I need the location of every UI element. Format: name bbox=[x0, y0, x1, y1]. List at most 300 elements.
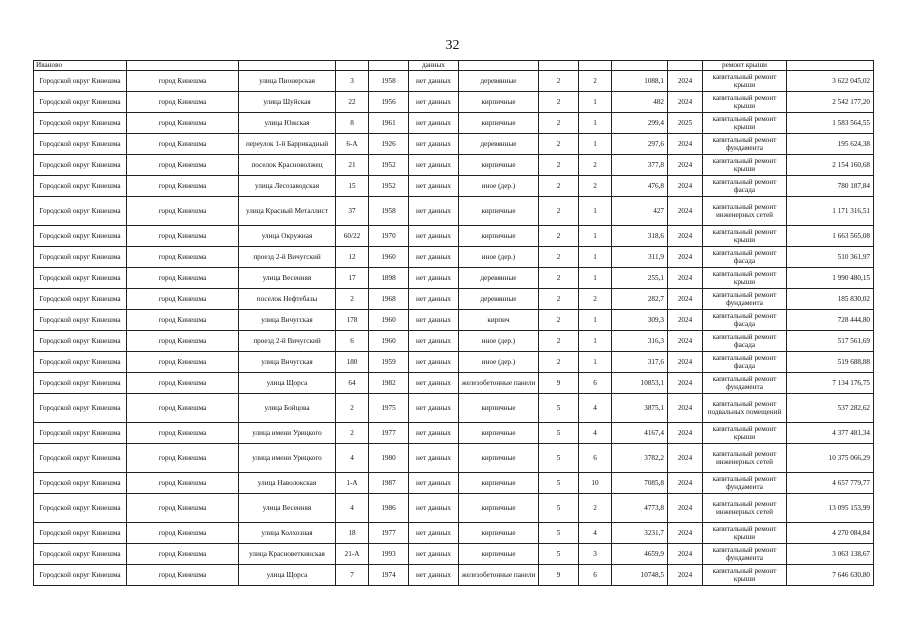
cell-area: 10853,1 bbox=[612, 373, 668, 394]
table-row bbox=[34, 247, 874, 268]
table-row bbox=[34, 113, 874, 134]
table-row bbox=[34, 444, 874, 473]
cell-plan-year: 2024 bbox=[668, 310, 703, 331]
table-row bbox=[34, 544, 874, 565]
cell-floors: 5 bbox=[539, 544, 579, 565]
cell-city: город Кинешма bbox=[127, 155, 239, 176]
cell-status: нет данных bbox=[409, 176, 459, 197]
cell-build-year: 1986 bbox=[369, 494, 409, 523]
table-row bbox=[34, 155, 874, 176]
cell-empty bbox=[787, 61, 874, 71]
cell-wall-material: кирпичные bbox=[459, 197, 539, 226]
cell-house-number: 178 bbox=[336, 310, 369, 331]
cell-entrances: 10 bbox=[579, 473, 612, 494]
cell-municipality: Городской округ Кинешма bbox=[34, 268, 127, 289]
cell-cost: 519 688,88 bbox=[787, 352, 874, 373]
cell-wall-material: деревянные bbox=[459, 71, 539, 92]
cell-cost: 3 622 045,02 bbox=[787, 71, 874, 92]
cell-cost: 2 542 177,20 bbox=[787, 92, 874, 113]
cell-entrances: 1 bbox=[579, 352, 612, 373]
cell-build-year: 1977 bbox=[369, 423, 409, 444]
cell-entrances: 1 bbox=[579, 197, 612, 226]
cell-area: 476,8 bbox=[612, 176, 668, 197]
cell-city: город Кинешма bbox=[127, 352, 239, 373]
cell-cost: 195 624,38 bbox=[787, 134, 874, 155]
cell-work-type: капитальный ремонт фасада bbox=[703, 176, 787, 197]
cell-build-year: 1960 bbox=[369, 331, 409, 352]
cell-street: улица Лесозаводская bbox=[239, 176, 336, 197]
cell-city: город Кинешма bbox=[127, 134, 239, 155]
cell-city: город Кинешма bbox=[127, 310, 239, 331]
cell-plan-year: 2024 bbox=[668, 268, 703, 289]
cell-floors: 2 bbox=[539, 268, 579, 289]
cell-street: улица Окружная bbox=[239, 226, 336, 247]
cell-cost: 510 361,97 bbox=[787, 247, 874, 268]
table-row bbox=[34, 310, 874, 331]
cell-municipality: Городской округ Кинешма bbox=[34, 176, 127, 197]
cell-city: город Кинешма bbox=[127, 226, 239, 247]
cell-status: нет данных bbox=[409, 444, 459, 473]
cell-area: 4773,8 bbox=[612, 494, 668, 523]
cell-floors: 2 bbox=[539, 310, 579, 331]
cell-floors: 2 bbox=[539, 176, 579, 197]
cell-status: нет данных bbox=[409, 523, 459, 544]
cell-status: нет данных bbox=[409, 331, 459, 352]
cell-floors: 5 bbox=[539, 444, 579, 473]
cell-status: нет данных bbox=[409, 226, 459, 247]
cell-plan-year: 2024 bbox=[668, 134, 703, 155]
cell-cost: 780 187,84 bbox=[787, 176, 874, 197]
cell-municipality: Городской округ Кинешма bbox=[34, 331, 127, 352]
cell-city: город Кинешма bbox=[127, 113, 239, 134]
cell-area: 3231,7 bbox=[612, 523, 668, 544]
cell-work: ремонт крыши bbox=[703, 61, 787, 71]
cell-floors: 9 bbox=[539, 565, 579, 586]
cell-work-type: капитальный ремонт крыши bbox=[703, 523, 787, 544]
cell-city: город Кинешма bbox=[127, 176, 239, 197]
cell-status: нет данных bbox=[409, 289, 459, 310]
cell-house-number: 7 bbox=[336, 565, 369, 586]
cell-street: улица Весенняя bbox=[239, 268, 336, 289]
cell-work-type: капитальный ремонт фасада bbox=[703, 352, 787, 373]
cell-wall-material: кирпичные bbox=[459, 473, 539, 494]
table-row bbox=[34, 289, 874, 310]
cell-entrances: 2 bbox=[579, 155, 612, 176]
table-row bbox=[34, 473, 874, 494]
cell-plan-year: 2025 bbox=[668, 113, 703, 134]
cell-cost: 4 377 481,34 bbox=[787, 423, 874, 444]
cell-house-number: 64 bbox=[336, 373, 369, 394]
cell-city: город Кинешма bbox=[127, 268, 239, 289]
cell-floors: 2 bbox=[539, 71, 579, 92]
cell-entrances: 1 bbox=[579, 331, 612, 352]
cell-city: город Кинешма bbox=[127, 373, 239, 394]
cell-status: нет данных bbox=[409, 544, 459, 565]
cell-plan-year: 2024 bbox=[668, 197, 703, 226]
cell-municipality: Городской округ Кинешма bbox=[34, 247, 127, 268]
cell-wall-material: кирпич bbox=[459, 310, 539, 331]
cell-municipality: Городской округ Кинешма bbox=[34, 544, 127, 565]
cell-wall-material: кирпичные bbox=[459, 113, 539, 134]
cell-wall-material: железобетонные панели bbox=[459, 373, 539, 394]
cell-entrances: 1 bbox=[579, 310, 612, 331]
cell-house-number: 15 bbox=[336, 176, 369, 197]
cell-house-number: 22 bbox=[336, 92, 369, 113]
cell-status: данных bbox=[409, 61, 459, 71]
cell-work-type: капитальный ремонт крыши bbox=[703, 71, 787, 92]
cell-area: 4659,9 bbox=[612, 544, 668, 565]
cell-house-number: 3 bbox=[336, 71, 369, 92]
cell-floors: 2 bbox=[539, 134, 579, 155]
cell-build-year: 1898 bbox=[369, 268, 409, 289]
cell-cost: 1 171 316,51 bbox=[787, 197, 874, 226]
table-row bbox=[34, 423, 874, 444]
cell-street: проезд 2-й Вичугский bbox=[239, 247, 336, 268]
cell-plan-year: 2024 bbox=[668, 523, 703, 544]
cell-floors: 2 bbox=[539, 197, 579, 226]
cell-municipality: Городской округ Кинешма bbox=[34, 523, 127, 544]
cell-wall-material: иное (дер.) bbox=[459, 176, 539, 197]
cell-street: улица Южская bbox=[239, 113, 336, 134]
cell-status: нет данных bbox=[409, 113, 459, 134]
page-number: 32 bbox=[445, 38, 460, 53]
cell-work-type: капитальный ремонт фасада bbox=[703, 331, 787, 352]
cell-build-year: 1958 bbox=[369, 71, 409, 92]
cell-status: нет данных bbox=[409, 197, 459, 226]
cell-wall-material: иное (дер.) bbox=[459, 247, 539, 268]
cell-municipality: Городской округ Кинешма bbox=[34, 113, 127, 134]
table-row bbox=[34, 523, 874, 544]
cell-municipality: Городской округ Кинешма bbox=[34, 226, 127, 247]
cell-street: улица Вичугская bbox=[239, 310, 336, 331]
cell-wall-material: кирпичные bbox=[459, 494, 539, 523]
cell-house-number: 2 bbox=[336, 394, 369, 423]
cell-cost: 1 663 565,08 bbox=[787, 226, 874, 247]
cell-street: улица Красный Металлист bbox=[239, 197, 336, 226]
cell-wall-material: иное (дер.) bbox=[459, 352, 539, 373]
cell-cost: 4 270 084,84 bbox=[787, 523, 874, 544]
cell-cost: 537 282,62 bbox=[787, 394, 874, 423]
cell-entrances: 1 bbox=[579, 268, 612, 289]
cell-plan-year: 2024 bbox=[668, 565, 703, 586]
cell-street: улица Вичугская bbox=[239, 352, 336, 373]
cell-floors: 5 bbox=[539, 494, 579, 523]
cell-cost: 3 063 138,67 bbox=[787, 544, 874, 565]
cell-municipality: Городской округ Кинешма bbox=[34, 423, 127, 444]
cell-entrances: 6 bbox=[579, 444, 612, 473]
cell-build-year: 1952 bbox=[369, 155, 409, 176]
cell-floors: 2 bbox=[539, 226, 579, 247]
cell-plan-year: 2024 bbox=[668, 92, 703, 113]
table-row bbox=[34, 268, 874, 289]
cell-wall-material: иное (дер.) bbox=[459, 331, 539, 352]
table-row bbox=[34, 565, 874, 586]
cell-municipality: Городской округ Кинешма bbox=[34, 373, 127, 394]
cell-status: нет данных bbox=[409, 394, 459, 423]
cell-entrances: 2 bbox=[579, 176, 612, 197]
cell-entrances: 4 bbox=[579, 523, 612, 544]
cell-work-type: капитальный ремонт инженерных сетей bbox=[703, 197, 787, 226]
cell-street: поселок Нефтебазы bbox=[239, 289, 336, 310]
cell-plan-year: 2024 bbox=[668, 289, 703, 310]
cell-street: улица Наволокская bbox=[239, 473, 336, 494]
cell-house-number: 180 bbox=[336, 352, 369, 373]
cell-status: нет данных bbox=[409, 373, 459, 394]
cell-cost: 517 561,69 bbox=[787, 331, 874, 352]
cell-status: нет данных bbox=[409, 423, 459, 444]
cell-municipality: Городской округ Кинешма bbox=[34, 494, 127, 523]
cell-street: улица имени Урицкого bbox=[239, 423, 336, 444]
cell-area: 309,3 bbox=[612, 310, 668, 331]
cell-street: улица Весенняя bbox=[239, 494, 336, 523]
cell-municipality: Городской округ Кинешма bbox=[34, 155, 127, 176]
cell-street: улица Красноветкинская bbox=[239, 544, 336, 565]
cell-city: город Кинешма bbox=[127, 394, 239, 423]
cell-floors: 2 bbox=[539, 92, 579, 113]
cell-wall-material: железобетонные панели bbox=[459, 565, 539, 586]
cell-build-year: 1980 bbox=[369, 444, 409, 473]
table-body bbox=[34, 61, 874, 586]
cell-area: 255,1 bbox=[612, 268, 668, 289]
cell-cost: 10 375 066,29 bbox=[787, 444, 874, 473]
cell-house-number: 37 bbox=[336, 197, 369, 226]
cell-municipality: Городской округ Кинешма bbox=[34, 197, 127, 226]
cell-empty bbox=[612, 61, 668, 71]
cell-status: нет данных bbox=[409, 134, 459, 155]
cell-area: 282,7 bbox=[612, 289, 668, 310]
cell-municipality: Городской округ Кинешма bbox=[34, 473, 127, 494]
cell-house-number: 60/22 bbox=[336, 226, 369, 247]
cell-area: 318,6 bbox=[612, 226, 668, 247]
cell-street: улица Бойцова bbox=[239, 394, 336, 423]
cell-area: 482 bbox=[612, 92, 668, 113]
cell-entrances: 1 bbox=[579, 226, 612, 247]
cell-city: город Кинешма bbox=[127, 92, 239, 113]
cell-city: город Кинешма bbox=[127, 444, 239, 473]
cell-municipality: Городской округ Кинешма bbox=[34, 310, 127, 331]
cell-empty bbox=[369, 61, 409, 71]
cell-work-type: капитальный ремонт крыши bbox=[703, 155, 787, 176]
cell-area: 317,6 bbox=[612, 352, 668, 373]
cell-floors: 5 bbox=[539, 473, 579, 494]
cell-cost: 7 646 630,80 bbox=[787, 565, 874, 586]
table-row bbox=[34, 494, 874, 523]
cell-status: нет данных bbox=[409, 155, 459, 176]
cell-house-number: 1-А bbox=[336, 473, 369, 494]
cell-build-year: 1956 bbox=[369, 92, 409, 113]
cell-floors: 2 bbox=[539, 331, 579, 352]
cell-city: город Кинешма bbox=[127, 289, 239, 310]
cell-house-number: 21 bbox=[336, 155, 369, 176]
cell-house-number: 21-А bbox=[336, 544, 369, 565]
cell-work-type: капитальный ремонт крыши bbox=[703, 423, 787, 444]
cell-wall-material: кирпичные bbox=[459, 523, 539, 544]
cell-city: город Кинешма bbox=[127, 494, 239, 523]
carryover-row bbox=[34, 61, 874, 71]
cell-work-type: капитальный ремонт крыши bbox=[703, 226, 787, 247]
cell-entrances: 4 bbox=[579, 394, 612, 423]
cell-wall-material: деревянные bbox=[459, 289, 539, 310]
cell-street: улица Колхозная bbox=[239, 523, 336, 544]
cell-entrances: 4 bbox=[579, 423, 612, 444]
cell-build-year: 1960 bbox=[369, 247, 409, 268]
cell-wall-material: кирпичные bbox=[459, 444, 539, 473]
cell-area: 427 bbox=[612, 197, 668, 226]
cell-floors: 5 bbox=[539, 423, 579, 444]
cell-empty bbox=[239, 61, 336, 71]
cell-floors: 5 bbox=[539, 394, 579, 423]
cell-work-type: капитальный ремонт крыши bbox=[703, 268, 787, 289]
cell-area: 311,9 bbox=[612, 247, 668, 268]
cell-entrances: 2 bbox=[579, 494, 612, 523]
cell-municipality: Иваново bbox=[34, 61, 127, 71]
cell-work-type: капитальный ремонт фасада bbox=[703, 247, 787, 268]
cell-empty bbox=[459, 61, 539, 71]
cell-area: 1088,1 bbox=[612, 71, 668, 92]
cell-cost: 728 444,80 bbox=[787, 310, 874, 331]
cell-area: 377,8 bbox=[612, 155, 668, 176]
cell-cost: 13 095 153,99 bbox=[787, 494, 874, 523]
cell-build-year: 1977 bbox=[369, 523, 409, 544]
cell-floors: 5 bbox=[539, 523, 579, 544]
table-row bbox=[34, 197, 874, 226]
cell-status: нет данных bbox=[409, 494, 459, 523]
cell-municipality: Городской округ Кинешма bbox=[34, 394, 127, 423]
cell-work-type: капитальный ремонт фундамента bbox=[703, 473, 787, 494]
cell-entrances: 6 bbox=[579, 565, 612, 586]
cell-house-number: 17 bbox=[336, 268, 369, 289]
cell-plan-year: 2024 bbox=[668, 444, 703, 473]
cell-plan-year: 2024 bbox=[668, 352, 703, 373]
cell-build-year: 1970 bbox=[369, 226, 409, 247]
cell-house-number: 2 bbox=[336, 423, 369, 444]
cell-wall-material: кирпичные bbox=[459, 394, 539, 423]
cell-city: город Кинешма bbox=[127, 565, 239, 586]
cell-plan-year: 2024 bbox=[668, 155, 703, 176]
cell-plan-year: 2024 bbox=[668, 331, 703, 352]
cell-house-number: 4 bbox=[336, 494, 369, 523]
cell-status: нет данных bbox=[409, 310, 459, 331]
cell-empty bbox=[539, 61, 579, 71]
cell-build-year: 1958 bbox=[369, 197, 409, 226]
cell-work-type: капитальный ремонт фундамента bbox=[703, 289, 787, 310]
cell-plan-year: 2024 bbox=[668, 394, 703, 423]
cell-cost: 4 657 779,77 bbox=[787, 473, 874, 494]
cell-city: город Кинешма bbox=[127, 331, 239, 352]
table-row bbox=[34, 331, 874, 352]
table-row bbox=[34, 394, 874, 423]
cell-build-year: 1961 bbox=[369, 113, 409, 134]
cell-street: поселок Красноволжец bbox=[239, 155, 336, 176]
cell-wall-material: кирпичные bbox=[459, 423, 539, 444]
cell-plan-year: 2024 bbox=[668, 544, 703, 565]
cell-city: город Кинешма bbox=[127, 197, 239, 226]
cell-area: 10748,5 bbox=[612, 565, 668, 586]
cell-status: нет данных bbox=[409, 565, 459, 586]
table-row bbox=[34, 176, 874, 197]
cell-work-type: капитальный ремонт крыши bbox=[703, 565, 787, 586]
cell-wall-material: кирпичные bbox=[459, 155, 539, 176]
cell-build-year: 1975 bbox=[369, 394, 409, 423]
cell-empty bbox=[336, 61, 369, 71]
cell-floors: 9 bbox=[539, 373, 579, 394]
cell-cost: 7 134 176,75 bbox=[787, 373, 874, 394]
cell-municipality: Городской округ Кинешма bbox=[34, 352, 127, 373]
table-row bbox=[34, 352, 874, 373]
cell-city: город Кинешма bbox=[127, 544, 239, 565]
cell-status: нет данных bbox=[409, 268, 459, 289]
cell-house-number: 12 bbox=[336, 247, 369, 268]
cell-wall-material: кирпичные bbox=[459, 92, 539, 113]
cell-cost: 1 583 564,55 bbox=[787, 113, 874, 134]
cell-work-type: капитальный ремонт инженерных сетей bbox=[703, 444, 787, 473]
cell-build-year: 1993 bbox=[369, 544, 409, 565]
cell-house-number: 6-А bbox=[336, 134, 369, 155]
table-row bbox=[34, 373, 874, 394]
cell-entrances: 6 bbox=[579, 373, 612, 394]
cell-municipality: Городской округ Кинешма bbox=[34, 444, 127, 473]
cell-work-type: капитальный ремонт инженерных сетей bbox=[703, 494, 787, 523]
cell-city: город Кинешма bbox=[127, 523, 239, 544]
cell-floors: 2 bbox=[539, 289, 579, 310]
cell-plan-year: 2024 bbox=[668, 247, 703, 268]
table-row bbox=[34, 92, 874, 113]
cell-entrances: 2 bbox=[579, 71, 612, 92]
cell-empty bbox=[127, 61, 239, 71]
cell-floors: 2 bbox=[539, 155, 579, 176]
cell-plan-year: 2024 bbox=[668, 71, 703, 92]
cell-area: 4167,4 bbox=[612, 423, 668, 444]
table-row bbox=[34, 134, 874, 155]
cell-build-year: 1926 bbox=[369, 134, 409, 155]
cell-house-number: 6 bbox=[336, 331, 369, 352]
cell-municipality: Городской округ Кинешма bbox=[34, 565, 127, 586]
table-row bbox=[34, 71, 874, 92]
cell-area: 299,4 bbox=[612, 113, 668, 134]
cell-floors: 2 bbox=[539, 352, 579, 373]
cell-wall-material: кирпичные bbox=[459, 226, 539, 247]
cell-empty bbox=[579, 61, 612, 71]
cell-work-type: капитальный ремонт фасада bbox=[703, 310, 787, 331]
cell-empty bbox=[668, 61, 703, 71]
cell-floors: 2 bbox=[539, 247, 579, 268]
cell-street: проезд 2-й Вичугский bbox=[239, 331, 336, 352]
cell-status: нет данных bbox=[409, 71, 459, 92]
cell-work-type: капитальный ремонт подвальных помещений bbox=[703, 394, 787, 423]
cell-work-type: капитальный ремонт крыши bbox=[703, 113, 787, 134]
cell-build-year: 1974 bbox=[369, 565, 409, 586]
cell-plan-year: 2024 bbox=[668, 373, 703, 394]
cell-municipality: Городской округ Кинешма bbox=[34, 289, 127, 310]
cell-build-year: 1960 bbox=[369, 310, 409, 331]
cell-plan-year: 2024 bbox=[668, 226, 703, 247]
cell-work-type: капитальный ремонт крыши bbox=[703, 92, 787, 113]
cell-municipality: Городской округ Кинешма bbox=[34, 92, 127, 113]
cell-street: улица Щорса bbox=[239, 373, 336, 394]
cell-entrances: 1 bbox=[579, 113, 612, 134]
cell-plan-year: 2024 bbox=[668, 176, 703, 197]
cell-status: нет данных bbox=[409, 247, 459, 268]
cell-street: улица Шуйская bbox=[239, 92, 336, 113]
cell-build-year: 1959 bbox=[369, 352, 409, 373]
cell-work-type: капитальный ремонт фундамента bbox=[703, 373, 787, 394]
cell-house-number: 2 bbox=[336, 289, 369, 310]
table-row bbox=[34, 226, 874, 247]
cell-street: улица имени Урицкого bbox=[239, 444, 336, 473]
cell-entrances: 1 bbox=[579, 247, 612, 268]
cell-area: 297,6 bbox=[612, 134, 668, 155]
cell-wall-material: деревянные bbox=[459, 134, 539, 155]
